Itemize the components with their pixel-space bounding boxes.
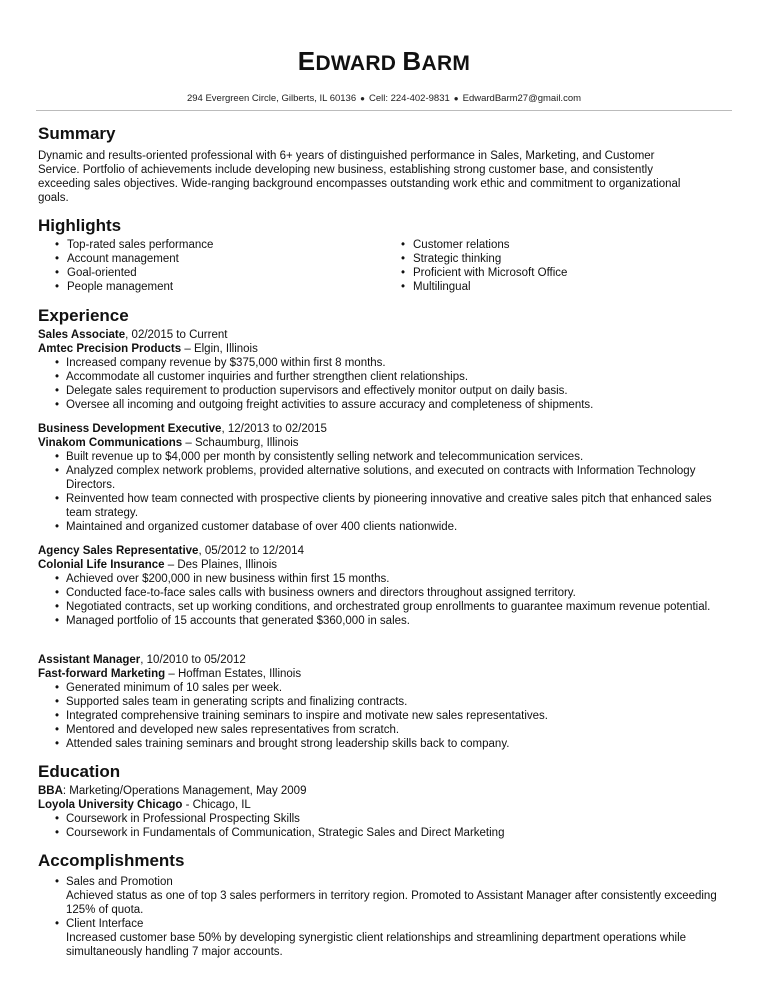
coursework-item: • Coursework in Professional Prospecting Skills bbox=[38, 812, 728, 826]
company-name: Colonial Life Insurance bbox=[38, 559, 165, 571]
company-location: – Des Plaines, Illinois bbox=[164, 559, 278, 571]
job-bullet: • Built revenue up to $4,000 per month by consistently selling network and telecommunication services. bbox=[38, 450, 728, 464]
school-location: - Chicago, IL bbox=[182, 799, 251, 811]
job-bullet: • Attended sales training seminars and brought strong leadership skills back to company. bbox=[38, 737, 728, 751]
coursework-item: • Coursework in Fundamentals of Communication, Strategic Sales and Direct Marketing bbox=[38, 826, 728, 840]
job-bullet: • Integrated comprehensive training seminars to inspire and motivate new sales representatives. bbox=[38, 709, 728, 723]
job-bullet: • Delegate sales requirement to production supervisors and effectively monitor output on daily basis. bbox=[38, 384, 728, 398]
job-bullet: • Increased company revenue by $375,000 within first 8 months. bbox=[38, 356, 728, 370]
email: EdwardBarm27@gmail.com bbox=[462, 93, 582, 104]
phone: Cell: 224-402-9831 bbox=[368, 93, 450, 104]
job-dates: , 02/2015 to Current bbox=[125, 329, 228, 341]
highlight-item: • Goal-oriented bbox=[38, 266, 213, 280]
contact-line: 294 Evergreen Circle, Gilberts, IL 60136 ● Cell: 224-402-9831 ● EdwardBarm27@gmail.com bbox=[186, 93, 582, 104]
job-entry bbox=[38, 422, 728, 534]
job-bullet: • Reinvented how team connected with prospective clients by pioneering innovative and creative sales pitch that enhanced sales team strategy. bbox=[38, 492, 728, 520]
education-entry bbox=[38, 784, 728, 840]
highlight-item: • Customer relations bbox=[384, 238, 567, 252]
job-bullet: • Oversee all incoming and outgoing freight activities to assure accuracy and completeness of shipments. bbox=[38, 398, 728, 412]
job-entry bbox=[38, 328, 728, 412]
accomplishment-item bbox=[38, 875, 728, 917]
highlight-item: • Proficient with Microsoft Office bbox=[384, 266, 567, 280]
job-bullet: • Supported sales team in generating scripts and finalizing contracts. bbox=[38, 695, 728, 709]
company-location: – Schaumburg, Illinois bbox=[182, 437, 299, 449]
job-bullet: • Accommodate all customer inquiries and further strengthen client relationships. bbox=[38, 370, 728, 384]
job-dates: , 10/2010 to 05/2012 bbox=[140, 654, 246, 666]
accomplishments-heading: Accomplishments bbox=[38, 851, 185, 870]
job-title: Sales Associate bbox=[38, 329, 126, 341]
education-heading: Education bbox=[38, 762, 121, 781]
accomplishment-text: Achieved status as one of top 3 sales performers in territory region. Promoted to Assistant Manager after consistently exceeding 125% of quota. bbox=[66, 890, 717, 916]
job-bullet: • Negotiated contracts, set up working conditions, and orchestrated group enrollments to guarantee maximum revenue potential. bbox=[38, 600, 728, 614]
job-entry bbox=[38, 544, 728, 628]
highlights-right-column bbox=[384, 238, 567, 294]
highlight-item: • Top-rated sales performance bbox=[38, 238, 213, 252]
highlight-item: • People management bbox=[38, 280, 213, 294]
job-title: Business Development Executive bbox=[38, 423, 222, 435]
job-bullet: • Mentored and developed new sales representatives from scratch. bbox=[38, 723, 728, 737]
company-name: Fast-forward Marketing bbox=[38, 668, 166, 680]
accomplishment-item bbox=[38, 917, 728, 959]
job-title: Agency Sales Representative bbox=[38, 545, 199, 557]
job-bullet: • Generated minimum of 10 sales per week. bbox=[38, 681, 728, 695]
job-bullet: • Managed portfolio of 15 accounts that generated $360,000 in sales. bbox=[38, 614, 728, 628]
job-bullet: • Maintained and organized customer database of over 400 clients nationwide. bbox=[38, 520, 728, 534]
company-location: – Hoffman Estates, Illinois bbox=[165, 668, 302, 680]
accomplishments-list bbox=[38, 875, 728, 959]
school-name: Loyola University Chicago bbox=[38, 799, 183, 811]
company-name: Amtec Precision Products bbox=[38, 343, 182, 355]
experience-heading: Experience bbox=[38, 306, 129, 325]
degree-detail: : Marketing/Operations Management, May 2009 bbox=[62, 785, 307, 797]
address: 294 Evergreen Circle, Gilberts, IL 60136 bbox=[186, 93, 357, 104]
job-bullet: • Achieved over $200,000 in new business within first 15 months. bbox=[38, 572, 728, 586]
job-dates: , 12/2013 to 02/2015 bbox=[221, 423, 327, 435]
accomplishment-title: • Sales and Promotion bbox=[66, 876, 173, 888]
summary-heading: Summary bbox=[38, 124, 116, 143]
company-location: – Elgin, Illinois bbox=[181, 343, 258, 355]
highlight-item: • Strategic thinking bbox=[384, 252, 567, 266]
highlight-item: • Multilingual bbox=[384, 280, 567, 294]
highlights-heading: Highlights bbox=[38, 216, 122, 235]
job-bullet: • Conducted face-to-face sales calls with business owners and directors throughout assigned territory. bbox=[38, 586, 728, 600]
candidate-name: EDWARD BARM bbox=[297, 46, 471, 76]
job-title: Assistant Manager bbox=[38, 654, 141, 666]
highlight-item: • Account management bbox=[38, 252, 213, 266]
highlights-left-column bbox=[38, 238, 213, 294]
header-divider bbox=[36, 110, 732, 111]
job-bullet: • Analyzed complex network problems, provided alternative solutions, and executed on contracts with Information Technology Directors. bbox=[38, 464, 728, 492]
accomplishment-title: • Client Interface bbox=[66, 918, 144, 930]
summary-text: Dynamic and results-oriented professional with 6+ years of distinguished performance in Sales, Marketing, and Customer Service. Portfolio of achievements include developing new business, establishing strong customer base, and consistently exceeding sales objectives. Wide-ranging background encompasses outstanding work ethic and commitment to organizational goals. bbox=[38, 150, 681, 204]
company-name: Vinakom Communications bbox=[38, 437, 183, 449]
job-dates: , 05/2012 to 12/2014 bbox=[198, 545, 304, 557]
degree: BBA bbox=[38, 785, 63, 797]
job-entry bbox=[38, 653, 728, 751]
accomplishment-text: Increased customer base 50% by developing synergistic client relationships and streamlining department operations while simultaneously handling 7 major accounts. bbox=[66, 932, 687, 958]
